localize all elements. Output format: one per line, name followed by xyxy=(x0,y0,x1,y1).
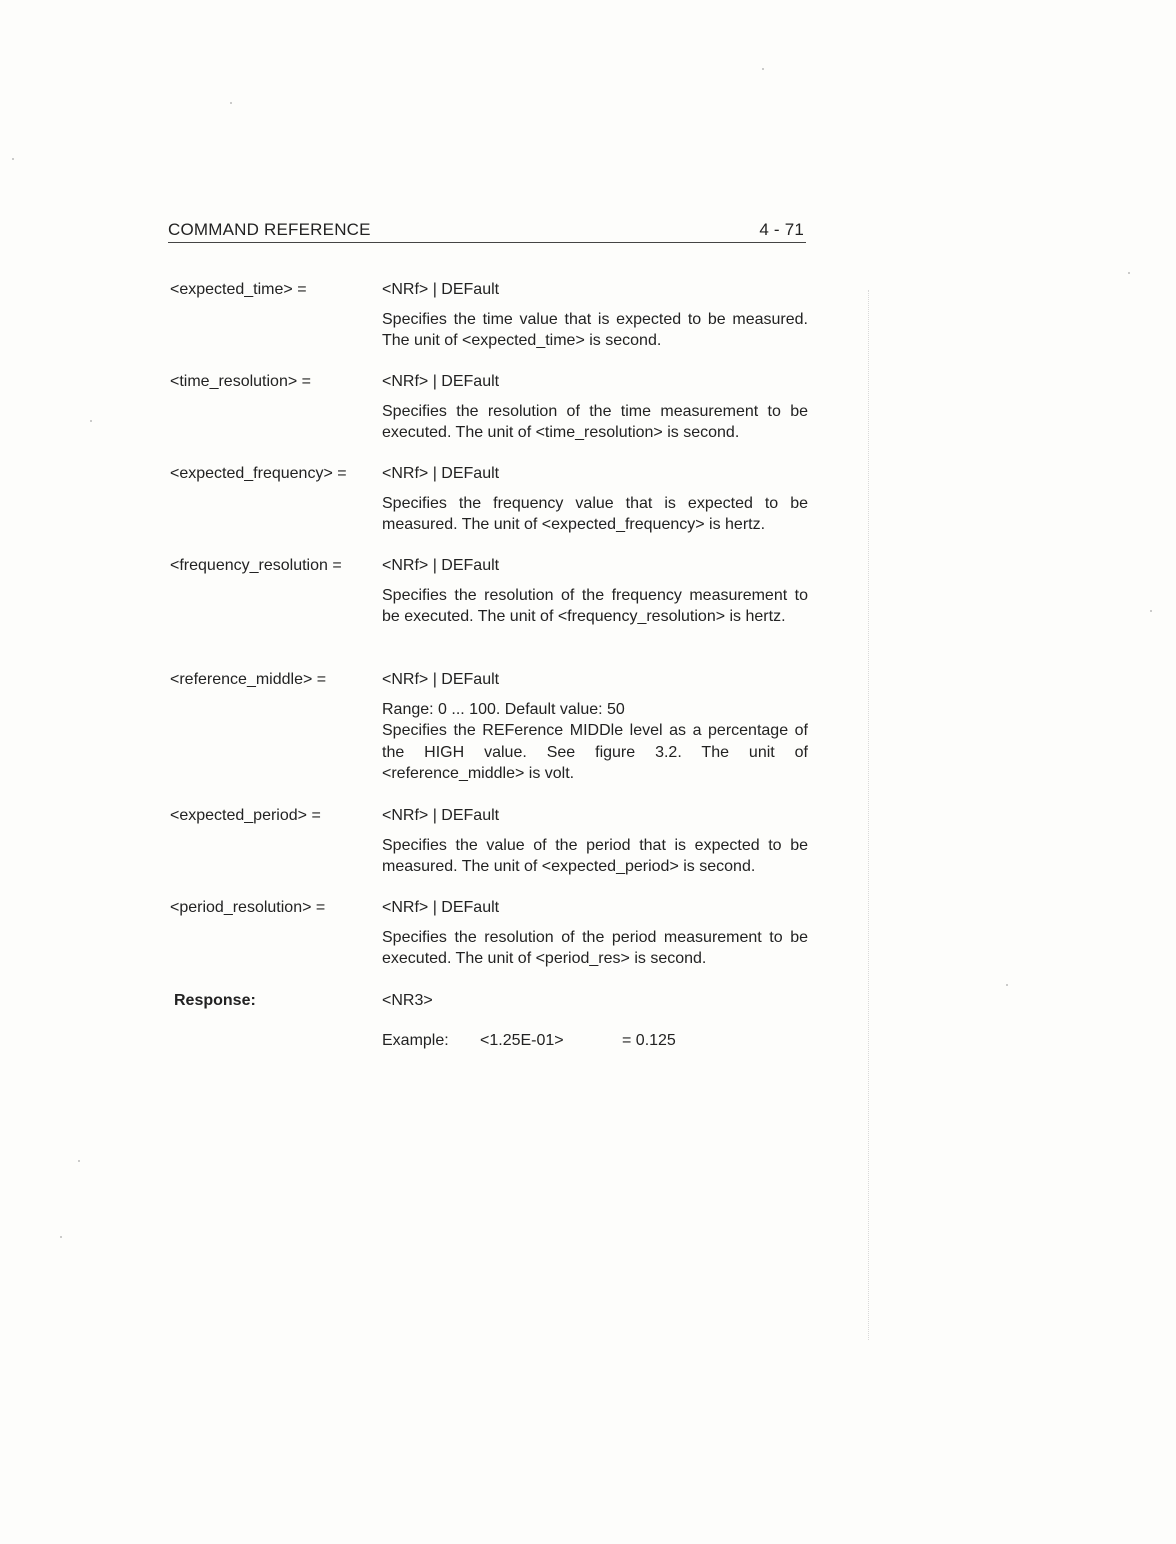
response-example xyxy=(382,1030,808,1052)
page-number: 4 - 71 xyxy=(759,220,804,239)
example-label: Example: xyxy=(382,1031,449,1049)
parameter-definition xyxy=(382,279,808,352)
parameter-name: <expected_time> = xyxy=(170,281,307,298)
scan-speck xyxy=(1128,272,1130,274)
scan-speck xyxy=(12,158,14,160)
example-result: = 0.125 xyxy=(622,1031,676,1049)
scan-speck xyxy=(90,420,92,422)
parameter-name: <time_resolution> = xyxy=(170,373,311,390)
parameter-definition xyxy=(382,555,808,628)
parameter-description: Specifies the resolution of the frequency measurement to be executed. The unit of <frequency_resolution> is hertz. xyxy=(382,586,808,625)
parameter-description: Specifies the resolution of the period measurement to be executed. The unit of <period_res> is second. xyxy=(382,928,808,967)
parameter-syntax: <NRf> | DEFault xyxy=(382,281,500,298)
scan-speck xyxy=(78,1160,80,1162)
parameter-name: <frequency_resolution = xyxy=(170,557,342,574)
scan-speck xyxy=(1150,610,1152,612)
parameter-description: Specifies the value of the period that is expected to be measured. The unit of <expected_period> is second. xyxy=(382,836,808,875)
parameter-syntax: <NRf> | DEFault xyxy=(382,671,500,688)
example-value: <1.25E-01> xyxy=(480,1031,564,1049)
scan-speck xyxy=(60,1236,62,1238)
scan-speck xyxy=(762,68,764,70)
parameter-definition xyxy=(382,805,808,878)
parameter-description: Specifies the time value that is expected to be measured. The unit of <expected_time> is second. xyxy=(382,310,808,349)
parameter-name: <expected_period> = xyxy=(170,807,321,824)
response-definition xyxy=(382,990,808,1051)
parameter-syntax: <NRf> | DEFault xyxy=(382,807,500,824)
parameter-definition xyxy=(382,669,808,785)
scan-speck xyxy=(230,102,232,104)
scan-speck xyxy=(1006,984,1008,986)
parameter-definition xyxy=(382,463,808,536)
parameter-description: Specifies the frequency value that is expected to be measured. The unit of <expected_frequency> is hertz. xyxy=(382,494,808,533)
parameter-syntax: <NRf> | DEFault xyxy=(382,465,500,482)
parameter-definition xyxy=(382,371,808,444)
parameter-description: Specifies the resolution of the time measurement to be executed. The unit of <time_resolution> is second. xyxy=(382,402,808,441)
parameter-name: <reference_middle> = xyxy=(170,671,327,688)
parameter-description: Specifies the REFerence MIDDle level as a percentage of the HIGH value. See figure 3.2. The unit of <reference_middle> is volt. xyxy=(382,722,808,782)
parameter-syntax: <NRf> | DEFault xyxy=(382,373,500,390)
scan-margin-line xyxy=(868,290,869,1340)
page-header xyxy=(168,218,806,243)
parameter-syntax: <NRf> | DEFault xyxy=(382,899,500,916)
response-label: Response: xyxy=(174,992,256,1009)
section-title: COMMAND REFERENCE xyxy=(168,220,371,239)
response-syntax: <NR3> xyxy=(382,992,433,1009)
parameter-syntax: <NRf> | DEFault xyxy=(382,557,500,574)
parameter-name: <period_resolution> = xyxy=(170,899,326,916)
parameter-name: <expected_frequency> = xyxy=(170,465,347,482)
parameter-definition xyxy=(382,897,808,970)
parameter-range: Range: 0 ... 100. Default value: 50 xyxy=(382,700,625,718)
